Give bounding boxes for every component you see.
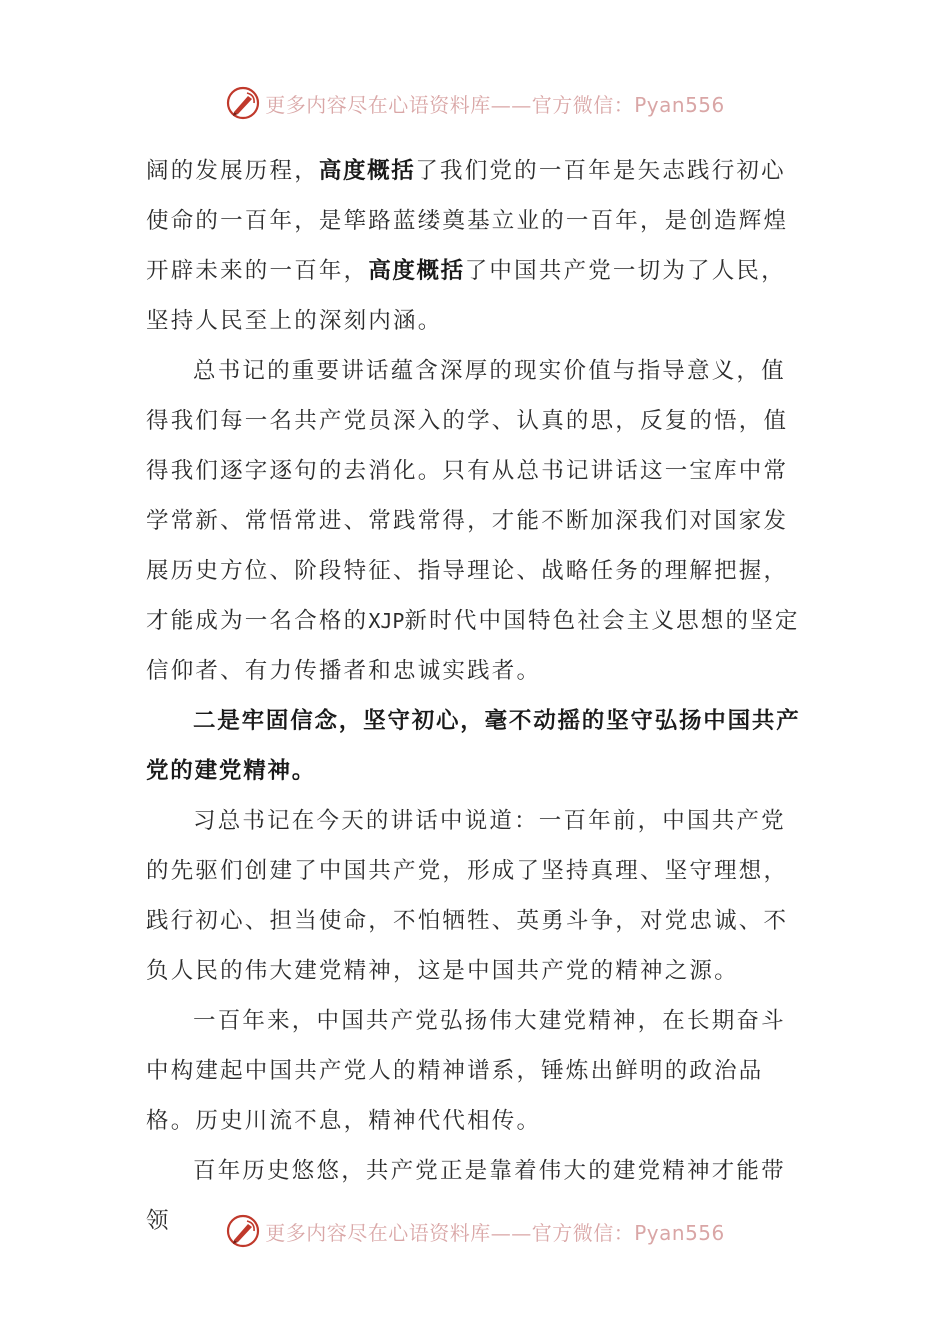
- paragraph: 阔的发展历程，高度概括了我们党的一百年是矢志践行初心使命的一百年，是筚路蓝缕奠基立业的一百年，是创造辉煌开辟未来的一百年，高度概括了中国共产党一切为了人民，坚持人民至上的深刻内涵。: [146, 158, 789, 334]
- emphasis-text: 高度概括: [368, 258, 465, 284]
- section-heading: 二是牢固信念，坚守初心，毫不动摇的坚守弘扬中国共产党的建党精神。: [146, 708, 801, 784]
- document-body: [146, 146, 806, 1246]
- footer-banner: [0, 1211, 950, 1251]
- wechat-id: Pyan556: [634, 92, 725, 117]
- paragraph: 总书记的重要讲话蕴含深厚的现实价值与指导意义，值得我们每一名共产党员深入的学、认真的思，反复的悟，值得我们逐字逐句的去消化。只有从总书记讲话这一宝库中常学常新、常悟常进、常践常得，才能不断加深我们对国家发展历史方位、阶段特征、指导理论、战略任务的理解把握，才能成为一名合格的XJP新时代中国特色社会主义思想的坚定信仰者、有力传播者和忠诚实践者。: [146, 358, 800, 684]
- emphasis-text: 高度概括: [318, 158, 416, 184]
- paragraph: 习总书记在今天的讲话中说道：一百年前，中国共产党的先驱们创建了中国共产党，形成了坚持真理、坚守理想，践行初心、担当使命，不怕牺牲、英勇斗争，对党忠诚、不负人民的伟大建党精神，这是中国共产党的精神之源。: [146, 808, 789, 984]
- abbreviation-text: XJP: [368, 609, 405, 633]
- paragraph: 一百年来，中国共产党弘扬伟大建党精神，在长期奋斗中构建起中国共产党人的精神谱系，锤炼出鲜明的政治品格。历史川流不息，精神代代相传。: [146, 1008, 786, 1134]
- pen-logo-icon: [225, 1213, 261, 1249]
- header-banner: [0, 83, 950, 123]
- banner-text: 更多内容尽在心语资料库——官方微信：Pyan556: [265, 92, 725, 117]
- paragraph: 百年历史悠悠，共产党正是靠着伟大的建党精神才能带领: [146, 1158, 786, 1234]
- banner-text: 更多内容尽在心语资料库——官方微信：Pyan556: [265, 1220, 725, 1245]
- wechat-id: Pyan556: [634, 1220, 725, 1245]
- pen-logo-icon: [225, 85, 261, 121]
